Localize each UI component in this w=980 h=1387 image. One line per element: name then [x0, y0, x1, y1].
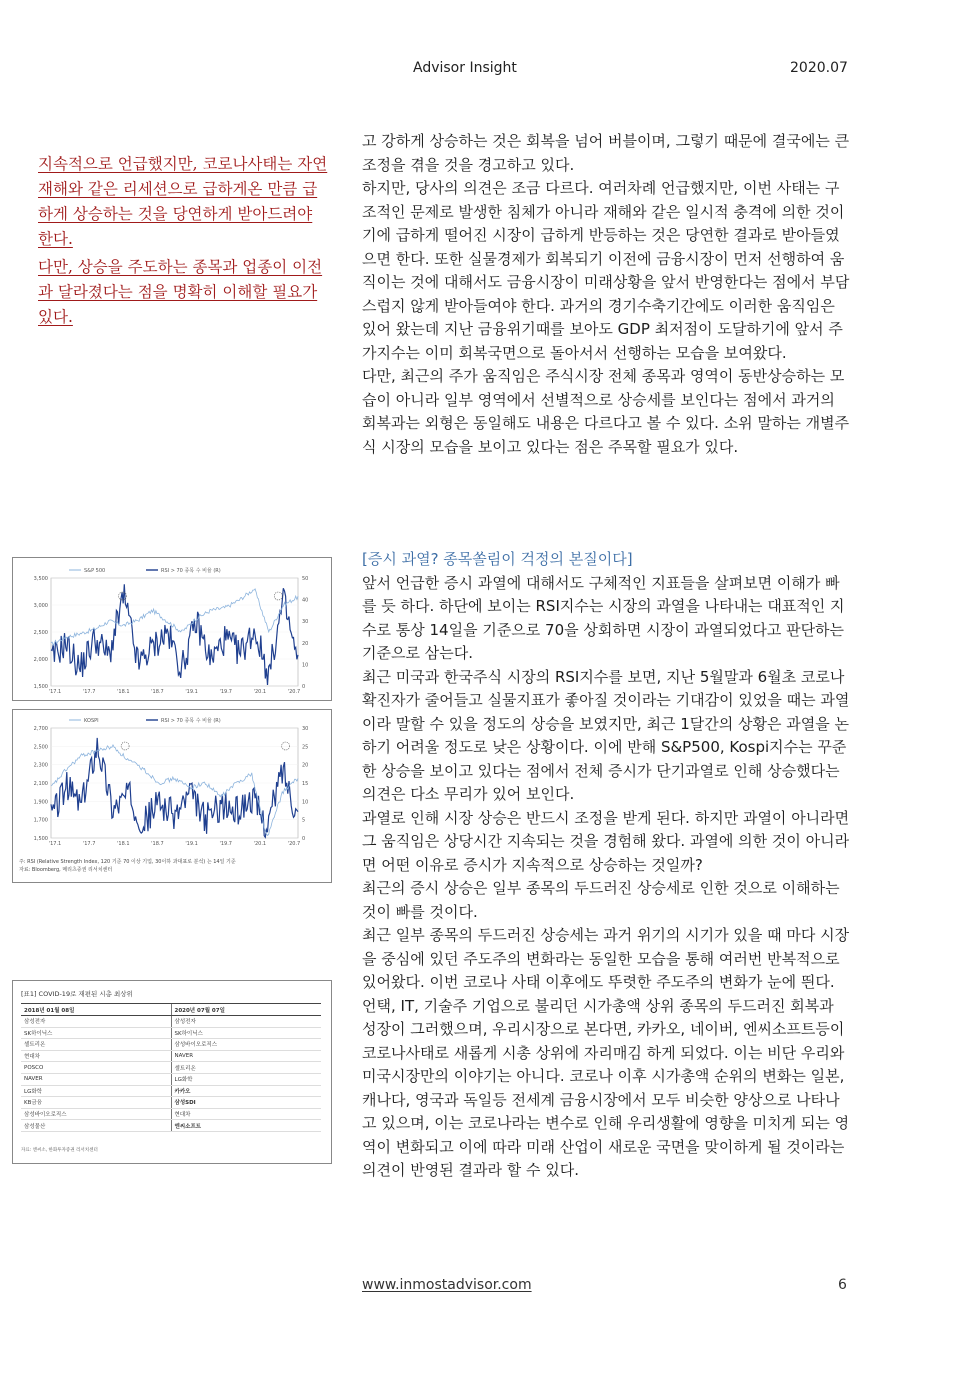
x-tick-label: '20.7	[287, 689, 301, 695]
x-tick-label: '18.7	[151, 841, 164, 847]
market-cap-table-figure	[12, 980, 332, 1164]
y-tick-label: 2,700	[33, 726, 48, 732]
x-tick-label: '17.7	[82, 689, 96, 695]
paragraph: 최근의 증시 상승은 일부 종목의 두드러진 상승세로 인한 것으로 이해하는 것이 빠를 것이다.	[362, 879, 840, 921]
paragraph: 최근 미국과 한국주식 시장의 RSI지수를 보면, 지난 5월말과 6월초 코로나확진자가 줄어들고 실물지표가 좋아질 것이라는 기대감이 있었을 때는 과열이라 말할 수 있을 정도의 상승을 보였지만, 최근 1달간의 상황은 과열을 논하기 어려울 정도로 낮은 상황이다. 이에 반해 S&P500, Kospi지수는 꾸준한 상승을 보이고 있다는 점에서 전체 증시가 단기과열로 인해 상승했다는 의견은 다소 무리가 있어 보인다.	[362, 667, 850, 803]
chart-sp500-rsi	[12, 557, 332, 701]
page-number: 6	[838, 1277, 847, 1293]
table-cell: 삼성전자	[21, 1016, 171, 1028]
table-header: 2020년 07월 07일	[171, 1004, 321, 1016]
article-body-bottom	[362, 548, 852, 1183]
pull-quote-1: 지속적으로 언급했지만, 코로나사태는 자연재해와 같은 리세션으로 급하게온 만큼 급하게 상승하는 것을 당연하게 받아드려야 한다.	[38, 155, 328, 248]
table-cell: 삼성물산	[21, 1120, 171, 1132]
table-cell: KB금융	[21, 1097, 171, 1109]
y-tick-label: 1,700	[33, 817, 48, 824]
table-cell: LG화학	[21, 1085, 171, 1097]
table-cell: 삼성SDI	[171, 1097, 321, 1109]
x-tick-label: '19.7	[219, 689, 232, 695]
y-right-tick-label: 20	[302, 640, 309, 647]
x-tick-label: '20.1	[253, 689, 267, 695]
paragraph: 과열로 인해 시장 상승은 반드시 조정을 받게 된다. 하지만 과열이 아니라면 그 움직임은 상당시간 지속되는 것을 경험해 왔다. 과열에 의한 것이 아니라면 어떤 이유로 증시가 지속적으로 상승하는 것일까?	[362, 808, 850, 874]
y-tick-label: 1,900	[33, 799, 48, 806]
table-row	[21, 1016, 321, 1028]
table-cell: 셀트리온	[171, 1062, 321, 1074]
header-date: 2020.07	[790, 60, 848, 76]
chart-svg	[13, 558, 331, 700]
table-row	[21, 1073, 321, 1085]
table-row	[21, 1097, 321, 1109]
table-cell: 현대차	[171, 1108, 321, 1120]
table-row	[21, 1108, 321, 1120]
y-tick-label: 2,500	[33, 744, 48, 751]
y-right-tick-label: 40	[302, 597, 309, 604]
paragraph: 하지만, 당사의 의견은 조금 다르다. 여러차례 언급했지만, 이번 사태는 구조적인 문제로 발생한 침체가 아니라 재해와 같은 일시적 충격에 의한 것이기에 급하게 떨어진 시장이 급하게 반등하는 것은 당연한 결과로 받아들였으면 한다. 또한 실물경제가 회복되기 이전에 금융시장이 먼저 선행하여 움직이는 것에 대해서도 금융시장이 미래상황을 앞서 반영한다는 점에서 부담스럽지 않게 받아들여야 한다. 과거의 경기수축기간에도 이러한 움직임은 있어 왔는데 지난 금융위기때를 보아도 GDP 최저점이 도달하기에 앞서 주가지수는 이미 회복국면으로 돌아서서 선행하는 모습을 보여왔다.	[362, 179, 850, 362]
table-cell: 현대차	[21, 1050, 171, 1062]
article-body-top	[362, 130, 852, 459]
x-tick-label: '19.1	[185, 689, 198, 695]
table-header-row	[21, 1004, 321, 1016]
y-right-tick-label: 10	[302, 662, 309, 669]
table-source: 자료: 앤씨소, 한화투자증권 리서치센터	[21, 1148, 98, 1153]
y-tick-label: 2,300	[33, 762, 48, 769]
y-tick-label: 3,500	[33, 576, 48, 582]
table-row	[21, 1050, 321, 1062]
header-title: Advisor Insight	[413, 60, 517, 76]
y-right-tick-label: 30	[302, 619, 309, 626]
y-right-tick-label: 30	[302, 726, 309, 732]
table-header: 2018년 01월 08일	[21, 1004, 171, 1016]
y-right-tick-label: 20	[302, 762, 309, 769]
x-tick-label: '18.7	[151, 689, 164, 695]
y-right-tick-label: 0	[302, 836, 306, 842]
table-cell: POSCO	[21, 1062, 171, 1074]
y-right-tick-label: 50	[302, 576, 309, 582]
chart-svg	[13, 710, 331, 856]
x-tick-label: '17.7	[82, 841, 96, 847]
legend-label: S&P 500	[84, 568, 106, 574]
y-tick-label: 1,500	[33, 684, 48, 690]
peak-highlight-circle	[121, 742, 129, 750]
x-tick-label: '19.1	[185, 841, 198, 847]
paragraph: 고 강하게 상승하는 것은 회복을 넘어 버블이며, 그렇기 때문에 결국에는 큰 조정을 겪을 것을 경고하고 있다.	[362, 132, 850, 174]
table-row	[21, 1085, 321, 1097]
series-line-rsi	[51, 584, 298, 685]
table-row	[21, 1062, 321, 1074]
y-right-tick-label: 0	[302, 684, 306, 690]
table-cell: SK하이닉스	[171, 1027, 321, 1039]
x-tick-label: '19.7	[219, 841, 232, 847]
pull-quote-2: 다만, 상승을 주도하는 종목과 업종이 이전과 달라졌다는 점을 명확히 이해할 필요가 있다.	[38, 258, 323, 326]
peak-highlight-circle	[274, 592, 282, 600]
table-cell: 삼성바이오로직스	[21, 1108, 171, 1120]
table-cell: LG화학	[171, 1073, 321, 1085]
peak-highlight-circle	[282, 742, 290, 750]
y-tick-label: 3,000	[33, 603, 48, 609]
y-tick-label: 1,500	[33, 836, 48, 842]
legend-label: RSI > 70 종목 수 비율 (R)	[161, 718, 221, 724]
section-heading: [증시 과열? 종목쏠림이 걱정의 본질이다]	[362, 550, 633, 568]
table-row	[21, 1027, 321, 1039]
paragraph: 최근 일부 종목의 두드러진 상승세는 과거 위기의 시기가 있을 때 마다 시장을 중심에 있던 주도주의 변화라는 동일한 모습을 통해 여러번 반복적으로 있어왔다. 이번 코로나 사태 이후에도 뚜렷한 주도주의 변화가 눈에 띈다. 언택, IT, 기술주 기업으로 불리던 시가총액 상위 종목의 두드러진 회복과 성장이 그러했으며, 우리시장으로 본다면, 카카오, 네이버, 엔씨소프트등이 코로나사태로 새롭게 시총 상위에 자리매김 하게 되었다. 이는 비단 우리와 미국시장만의 이야기는 아니다. 코로나 이후 시가총액 순위의 변화는 일본, 캐나다, 영국과 독일등 전세계 금융시장에서 모두 비슷한 양상으로 나타나고 있으며, 이는 코로나라는 변수로 인해 우리생활에 영향을 미치게 되는 영역이 변화되고 이에 따라 미래 산업이 새로운 국면을 맞이하게 될 것이라는 의견이 반영된 결과라 할 수 있다.	[362, 926, 850, 1179]
paragraph: 앞서 언급한 증시 과열에 대해서도 구체적인 지표들을 살펴보면 이해가 빠를 듯 하다. 하단에 보이는 RSI지수는 시장의 과열을 나타내는 대표적인 지수로 통상 14일을 기준으로 70을 상회하면 시장이 과열되었다고 판단하는 기준으로 삼는다.	[362, 573, 845, 662]
x-tick-label: '20.1	[253, 841, 267, 847]
table-cell: 셀트리온	[21, 1039, 171, 1051]
x-tick-label: '18.1	[117, 689, 130, 695]
y-tick-label: 2,500	[33, 630, 48, 636]
table-row	[21, 1120, 321, 1132]
table-cell: NAVER	[21, 1073, 171, 1085]
chart-kospi-rsi	[12, 709, 332, 883]
table-cell: 카카오	[171, 1085, 321, 1097]
y-right-tick-label: 10	[302, 799, 309, 806]
x-tick-label: '20.7	[287, 841, 301, 847]
table-title: [표1] COVID-19로 재편된 시총 최상위	[21, 990, 133, 998]
x-tick-label: '17.1	[48, 689, 62, 695]
y-right-tick-label: 15	[302, 781, 309, 787]
footer-url[interactable]: www.inmostadvisor.com	[362, 1277, 532, 1293]
table-cell: 삼성바이오로직스	[171, 1039, 321, 1051]
y-tick-label: 2,100	[33, 781, 48, 787]
chart-note: 주: RSI (Relative Strength Index, 120 기준 70 이상 기업, 30이하 과대표로 분석) 는 14일 기준	[19, 859, 236, 865]
table-cell: 엔씨소프트	[171, 1120, 321, 1132]
chart-source: 자료: Bloomberg, 메리츠증권 리서치센터	[19, 867, 113, 873]
table-cell: NAVER	[171, 1050, 321, 1062]
legend-label: KOSPI	[84, 718, 99, 724]
table-cell: SK하이닉스	[21, 1027, 171, 1039]
table-row	[21, 1039, 321, 1051]
x-tick-label: '18.1	[117, 841, 130, 847]
y-right-tick-label: 5	[302, 817, 306, 824]
y-tick-label: 2,000	[33, 657, 48, 663]
x-tick-label: '17.1	[48, 841, 62, 847]
market-cap-table	[21, 1003, 321, 1132]
paragraph: 다만, 최근의 주가 움직임은 주식시장 전체 종목과 영역이 동반상승하는 모습이 아니라 일부 영역에서 선별적으로 상승세를 보인다는 점에서 과거의 회복과는 외형은 동일해도 내용은 다르다고 볼 수 있다. 소위 말하는 개별주식 시장의 모습을 보이고 있다는 점은 주목할 필요가 있다.	[362, 367, 850, 456]
legend-label: RSI > 70 종목 수 비율 (R)	[161, 568, 221, 574]
y-right-tick-label: 25	[302, 744, 309, 751]
table-cell: 삼성전자	[171, 1016, 321, 1028]
